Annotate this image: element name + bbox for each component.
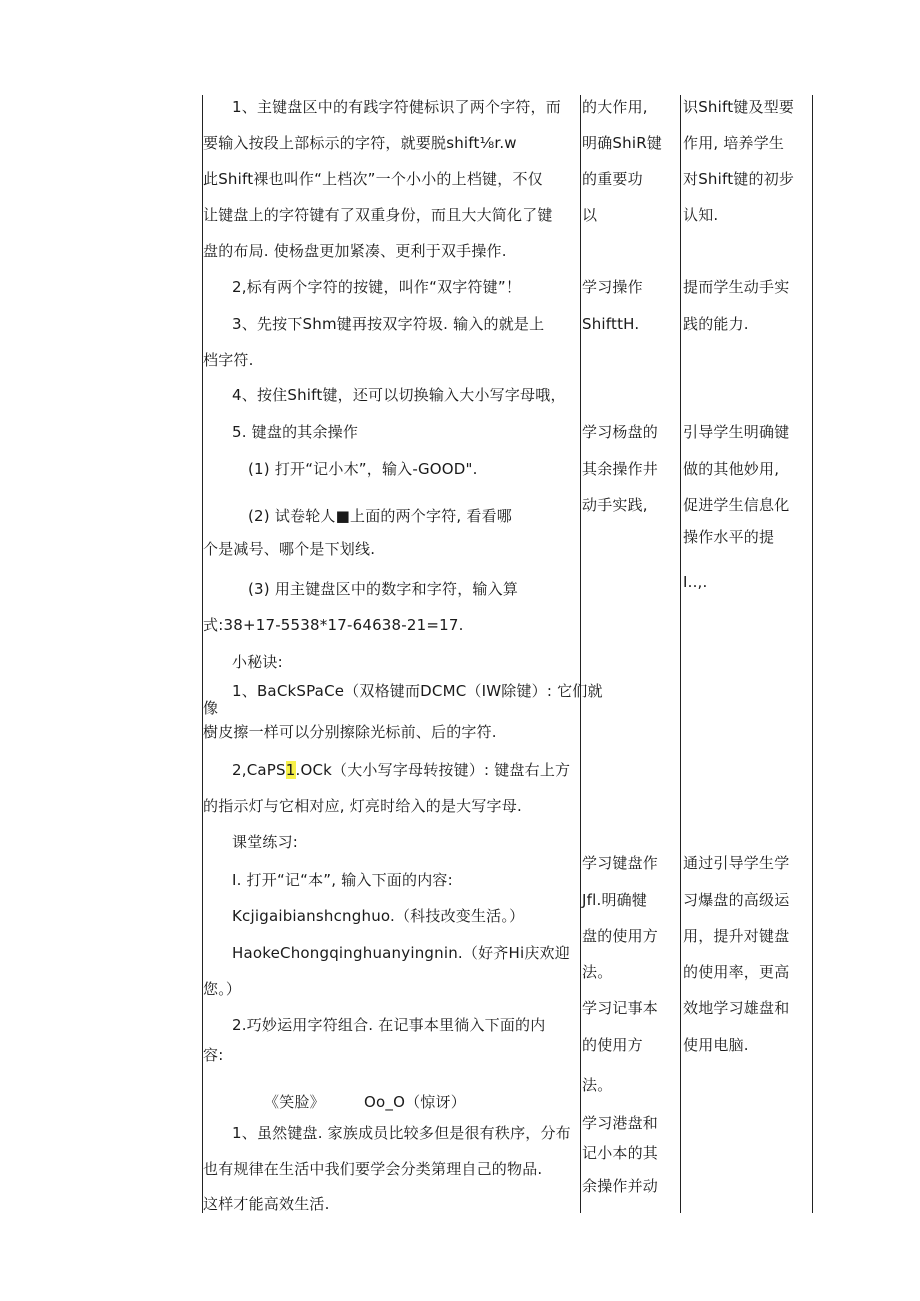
col2-line: 学习操作: [582, 278, 643, 296]
col2-line: 法。: [582, 1076, 613, 1094]
summary-line2: 也有规律在生活中我们要学会分类第理自己的物品.: [203, 1160, 543, 1178]
tip2-line1: [232, 760, 570, 780]
col2-line: 学习港盘和: [582, 1114, 659, 1132]
col3-line: 用，提升对键盘: [683, 927, 790, 945]
col2-line: 记小本的其: [582, 1144, 659, 1162]
col3-line: I..,.: [683, 573, 708, 591]
col3-line: 提而学生动手实: [683, 278, 790, 296]
p6: (1) 打开“记小木”，输入-GOOD".: [248, 460, 478, 478]
col2-line: 学习记事本: [582, 999, 659, 1017]
tip2-post: .OCk（大小写字母转按键）: 键盘右上方: [295, 761, 571, 779]
exercise2-line1: 2.巧妙运用字符组合. 在记事本里徜入下面的内: [232, 1016, 546, 1034]
p5: 5. 键盘的其余操作: [232, 423, 359, 441]
tip1-line3: 樹皮擦一样可以分别擦除光标前、后的字符.: [203, 723, 497, 741]
p1-line2: 要输入按段上部标示的字符，就要脱shift⅛r.w: [203, 134, 517, 152]
p3-line2: 档字符.: [203, 351, 254, 369]
col3-line: 引导学生明确键: [683, 423, 790, 441]
p2: 2,标有两个字符的按键，叫作“双字符键”！: [232, 278, 522, 296]
exercise2a-smile: 《笑脸》: [264, 1093, 325, 1111]
col3-line: 认知.: [683, 206, 719, 224]
exercise1a: Kcjigaibianshcnghuo.（科技改变生活。）: [232, 907, 525, 925]
tip1-line2: 像: [203, 699, 219, 717]
col3-line: 效地学习雄盘和: [683, 999, 790, 1017]
tip2-highlight: 1: [285, 761, 296, 779]
table-border-col2: [580, 95, 581, 1213]
col2-line: 盘的使用方: [582, 927, 659, 945]
exercise1b-line2: 您。）: [203, 980, 242, 998]
p4: 4、按住Shift键，还可以切换输入大小写字母哦，: [232, 386, 566, 404]
table-border-col3: [680, 95, 681, 1213]
tip2-line2: 的指示灯与它相对应, 灯亮时给入的是大写字母.: [203, 797, 522, 815]
col3-line: 促进学生信息化: [683, 496, 790, 514]
col2-line: 动手实践,: [582, 496, 648, 514]
col2-line: 余操作并动: [582, 1177, 659, 1195]
col2-line: 学习杨盘的: [582, 423, 659, 441]
col2-line: 的使用方: [582, 1036, 643, 1054]
exercise1: I. 打开“记“本”, 输入下面的内容:: [232, 871, 453, 889]
col2-line: 法。: [582, 963, 613, 981]
tips-title: 小秘诀:: [232, 653, 283, 671]
col2-line: 的重要功: [582, 170, 643, 188]
p1-line3: 此Shift裸也叫作“上档次”一个小小的上档键，不仅: [203, 170, 543, 188]
col2-line: 的大作用,: [582, 98, 648, 116]
col3-line: 识Shift键及型要: [683, 98, 795, 116]
summary-line3: 这样才能高效生活.: [203, 1195, 330, 1213]
tip1-line1: 1、BaCkSPaCe（双格键而DCMC（IW除键）: 它们就: [232, 682, 603, 700]
p1-line4: 让键盘上的字符键有了双重身份，而且大大简化了键: [203, 206, 553, 224]
exercise1b-line1: HaokeChongqinghuanyingnin.（好齐Hi庆欢迎: [232, 944, 570, 962]
table-border-right: [812, 95, 813, 1213]
col3-line: 做的其他妙用,: [683, 460, 780, 478]
p7-line1: (2) 试卷轮人■上面的两个字符, 看看哪: [248, 507, 512, 525]
col2-line: Jfl.明确犍: [582, 891, 648, 909]
p1-line1: 1、主键盘区中的有践字符健标识了两个字符，而: [232, 98, 561, 116]
col2-line: 其余操作井: [582, 460, 659, 478]
col3-line: 践的能力.: [683, 315, 749, 333]
col3-line: 作用, 培养学生: [683, 134, 785, 152]
tip2-pre: 2,CaPS: [232, 761, 286, 779]
col2-line: 学习键盘作: [582, 854, 659, 872]
summary-line1: 1、虽然键盘. 家族成员比较多但是很有秩序，分布: [232, 1124, 571, 1142]
col3-line: 的使用率，更高: [683, 963, 790, 981]
col2-line: 明确ShiR键: [582, 134, 663, 152]
exercise-title: 课堂练习:: [232, 833, 299, 851]
col3-line: 习爆盘的高级运: [683, 891, 790, 909]
col3-line: 使用电脑.: [683, 1036, 749, 1054]
col3-line: 对Shift键的初步: [683, 170, 795, 188]
col3-line: 操作水平的提: [683, 528, 775, 546]
col3-line: 通过引导学生学: [683, 854, 790, 872]
p7-line2: 个是减号、哪个是下划线.: [203, 540, 376, 558]
p8-line1: (3) 用主键盘区中的数字和字符，输入算: [248, 580, 519, 598]
exercise2-line2: 容:: [203, 1046, 224, 1064]
p8-line2: 式:38+17-5538*17-64638-21=17.: [203, 616, 464, 634]
col2-line: 以: [582, 206, 598, 224]
p3-line1: 3、先按下Shm键再按双字符圾. 输入的就是上: [232, 315, 545, 333]
col2-line: ShifttH.: [582, 315, 640, 333]
p1-line5: 盘的布局. 使杨盘更加紧凑、更利于双手操作.: [203, 242, 507, 260]
exercise2a-surprise: Oo_O（惊讶）: [364, 1093, 466, 1111]
